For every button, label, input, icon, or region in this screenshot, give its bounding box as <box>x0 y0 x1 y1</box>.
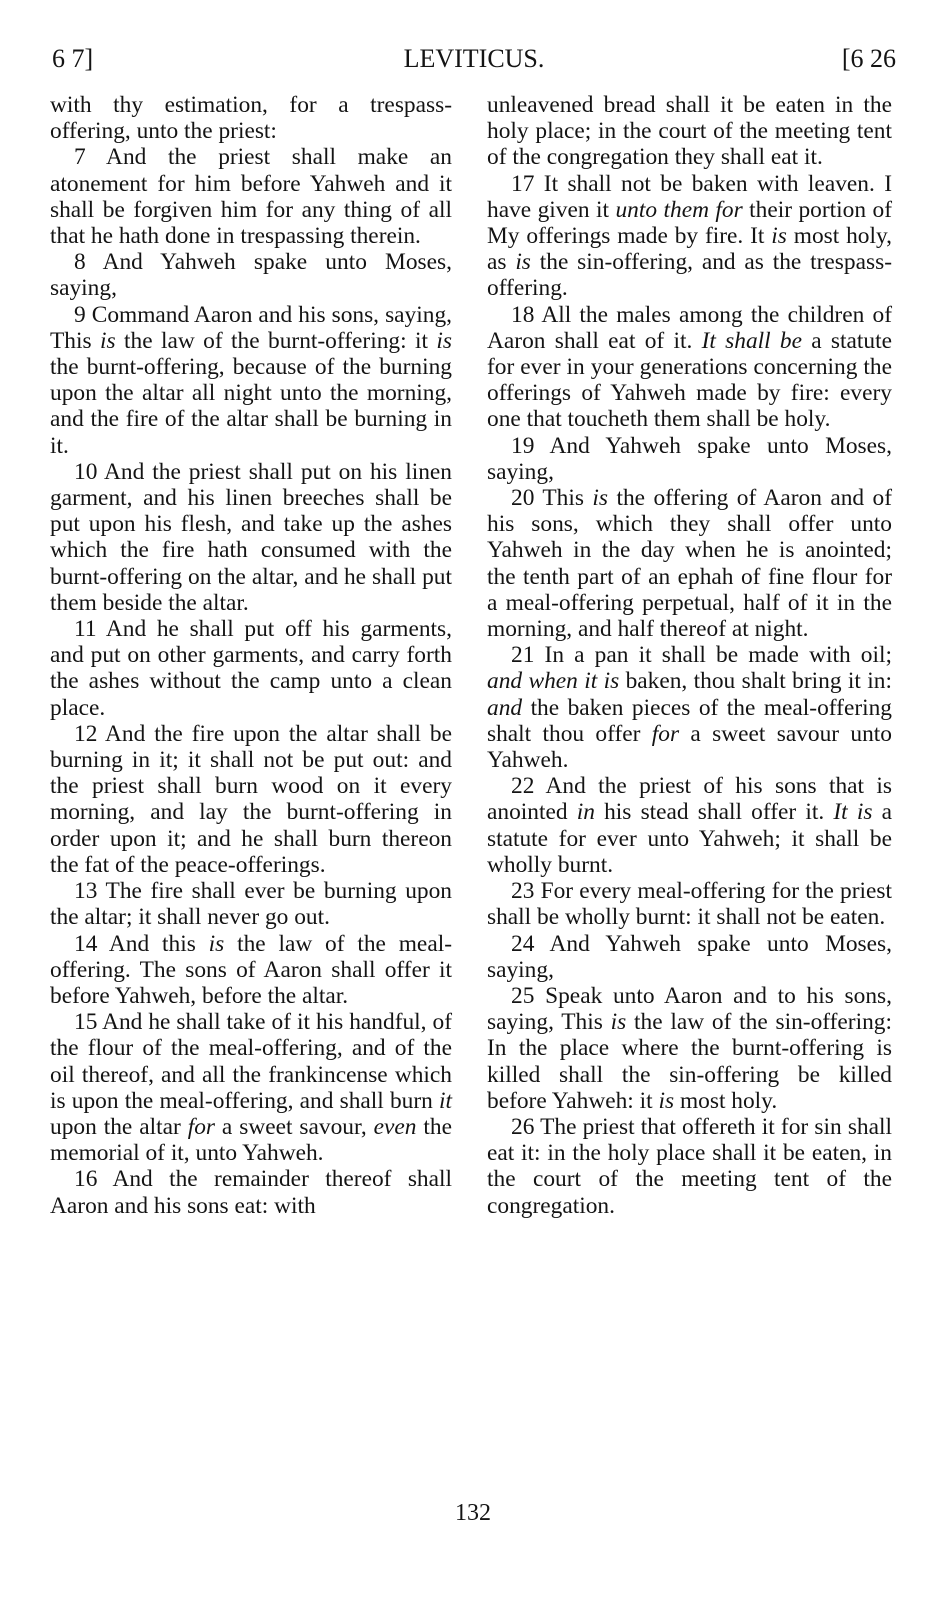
verse-paragraph <box>487 302 892 433</box>
verse-text: 15 And he shall take of it his handful, of the flour of the meal-offering, and of the oil thereof, and all the frankincense which is upon the meal-offering, and shall burn <box>50 1009 452 1114</box>
verse-text: 16 And the remainder thereof shall Aaron and his sons eat: with <box>50 1166 452 1219</box>
page-title: LEVITICUS. <box>403 44 545 73</box>
italic-text: is <box>610 1009 627 1036</box>
verse-text: the baken pieces of the meal-offering shalt thou offer <box>487 694 892 747</box>
verse-paragraph <box>487 931 892 983</box>
italic-text: even <box>373 1113 417 1140</box>
verse-text: 9 Command Aaron and his sons, saying, This <box>50 301 452 354</box>
header-chapter-verse-end: [6 26 <box>841 44 896 73</box>
verse-paragraph <box>487 642 892 773</box>
page-number: 132 <box>455 1500 491 1526</box>
italic-text: is <box>100 327 116 354</box>
verse-text: upon the altar <box>50 1113 188 1140</box>
verse-text: the memorial of it, unto Yahweh. <box>50 1113 452 1167</box>
verse-text: 19 And Yahweh spake unto Moses, saying, <box>487 432 892 485</box>
italic-text: and when it is <box>487 668 620 695</box>
italic-text: is <box>592 485 609 512</box>
italic-text: It is <box>833 799 873 826</box>
verse-text: 20 This <box>511 485 593 512</box>
verse-text: 11 And he shall put off his garments, and put on other garments, and carry forth the ashes without the camp unto a clean place. <box>50 616 452 721</box>
italic-text: for <box>187 1113 215 1140</box>
verse-text: baken, thou shalt bring it in: <box>619 668 892 695</box>
verse-paragraph <box>50 459 452 616</box>
verse-text: 10 And the priest shall put on his linen garment, and his linen breeches shall be put upon his flesh, and take up the ashes which the fire hath consumed with the burnt-offering on the altar, and he shall put them beside the altar. <box>50 458 452 616</box>
italic-text: is <box>208 930 225 957</box>
verse-paragraph <box>50 1166 452 1218</box>
italic-text: and <box>487 694 523 721</box>
running-header <box>52 44 896 84</box>
verse-paragraph <box>50 249 452 301</box>
verse-text: 22 And the priest of his sons that is anointed <box>487 773 892 826</box>
verse-text: the law of the meal-offering. The sons of Aaron shall offer it before Yahweh, before the altar. <box>50 930 452 1009</box>
verse-text: his stead shall offer it. <box>594 799 834 826</box>
verse-paragraph <box>487 773 892 878</box>
italic-text: is <box>658 1087 675 1114</box>
verse-text: a statute for ever in your generations concerning the offerings of Yahweh made by fire: every one that toucheth them shall be holy. <box>487 327 892 433</box>
verse-paragraph <box>50 302 452 459</box>
verse-paragraph <box>487 878 892 930</box>
verse-text: unleavened bread shall it be eaten in the holy place; in the court of the meeting tent of the congregation they shall eat it. <box>487 92 892 171</box>
verse-paragraph <box>487 171 892 302</box>
verse-text: 7 And the priest shall make an atonement for him before Yahweh and it shall be forgiven him for any thing of all that he hath done in trespassing therein. <box>50 144 452 250</box>
verse-text: their portion of My offerings made by fire. It <box>487 196 892 250</box>
italic-text: is <box>436 327 453 354</box>
verse-text: 23 For every meal-offering for the priest shall be wholly burnt: it shall not be eaten. <box>487 878 892 931</box>
left-column <box>50 92 452 1219</box>
verse-text: a sweet savour unto Yahweh. <box>487 720 892 774</box>
verse-paragraph <box>487 1114 892 1219</box>
verse-text: the burnt-offering, because of the burning upon the altar all night unto the morning, and the fire of the altar shall be burning in it. <box>50 354 452 459</box>
verse-paragraph <box>50 616 452 721</box>
italic-text: unto them for <box>615 196 743 223</box>
verse-text: most holy, as <box>487 223 893 276</box>
verse-text: the offering of Aaron and of his sons, which they shall offer unto Yahweh in the day when he is anointed; the tenth part of an ephah of fine flour for a meal-offering perpetual, half of it in the morning, and half thereof at night. <box>487 485 893 643</box>
verse-text: the law of the burnt-offering: it <box>115 327 437 354</box>
verse-paragraph <box>50 92 452 144</box>
verse-text: 13 The fire shall ever be burning upon the altar; it shall never go out. <box>50 878 452 931</box>
verse-paragraph <box>50 721 452 878</box>
verse-text: a sweet savour, <box>215 1113 374 1140</box>
verse-paragraph <box>487 92 892 171</box>
verse-text: 25 Speak unto Aaron and to his sons, saying, This <box>487 982 892 1036</box>
italic-text: in <box>576 799 595 826</box>
verse-text: with thy estimation, for a trespass-offering, unto the priest: <box>50 92 452 145</box>
verse-text: 17 It shall not be baken with leaven. I have given it <box>487 170 892 223</box>
verse-text: the law of the sin-offering: In the place where the burnt-offering is killed shall the sin-offering be killed before Yahweh: it <box>487 1009 892 1114</box>
italic-text: is <box>515 249 531 276</box>
verse-paragraph <box>50 931 452 1010</box>
verse-text: 21 In a pan it shall be made with oil; <box>511 642 892 669</box>
verse-paragraph <box>50 144 452 249</box>
verse-paragraph <box>487 983 892 1114</box>
verse-text: 8 And Yahweh spake unto Moses, saying, <box>50 249 452 302</box>
verse-text: 12 And the fire upon the altar shall be burning in it; it shall not be put out: and the priest shall burn wood on it every morning, and lay the burnt-offering in order upon it; and he shall burn thereon the fat of the peace-offerings. <box>50 720 452 878</box>
italic-text: is <box>771 223 787 250</box>
italic-text: It shall be <box>701 327 802 354</box>
verse-text: 26 The priest that offereth it for sin shall eat it: in the holy place shall it be eaten, in the court of the meeting tent of the congregation. <box>487 1113 892 1219</box>
verse-paragraph <box>487 485 892 642</box>
italic-text: for <box>651 720 680 747</box>
header-chapter-verse-start: 6 7] <box>52 44 94 73</box>
verse-text: the sin-offering, and as the trespass-offering. <box>487 249 892 302</box>
verse-paragraph <box>50 878 452 930</box>
verse-text: a statute for ever unto Yahweh; it shall be wholly burnt. <box>487 799 892 878</box>
verse-paragraph <box>50 1009 452 1166</box>
verse-text: 24 And Yahweh spake unto Moses, saying, <box>487 930 892 983</box>
italic-text: it <box>439 1087 452 1114</box>
verse-text: most holy. <box>674 1087 778 1114</box>
right-column <box>487 92 892 1219</box>
verse-text: 18 All the males among the children of Aaron shall eat of it. <box>487 301 892 354</box>
verse-paragraph <box>487 433 892 485</box>
verse-text: 14 And this <box>74 930 209 957</box>
